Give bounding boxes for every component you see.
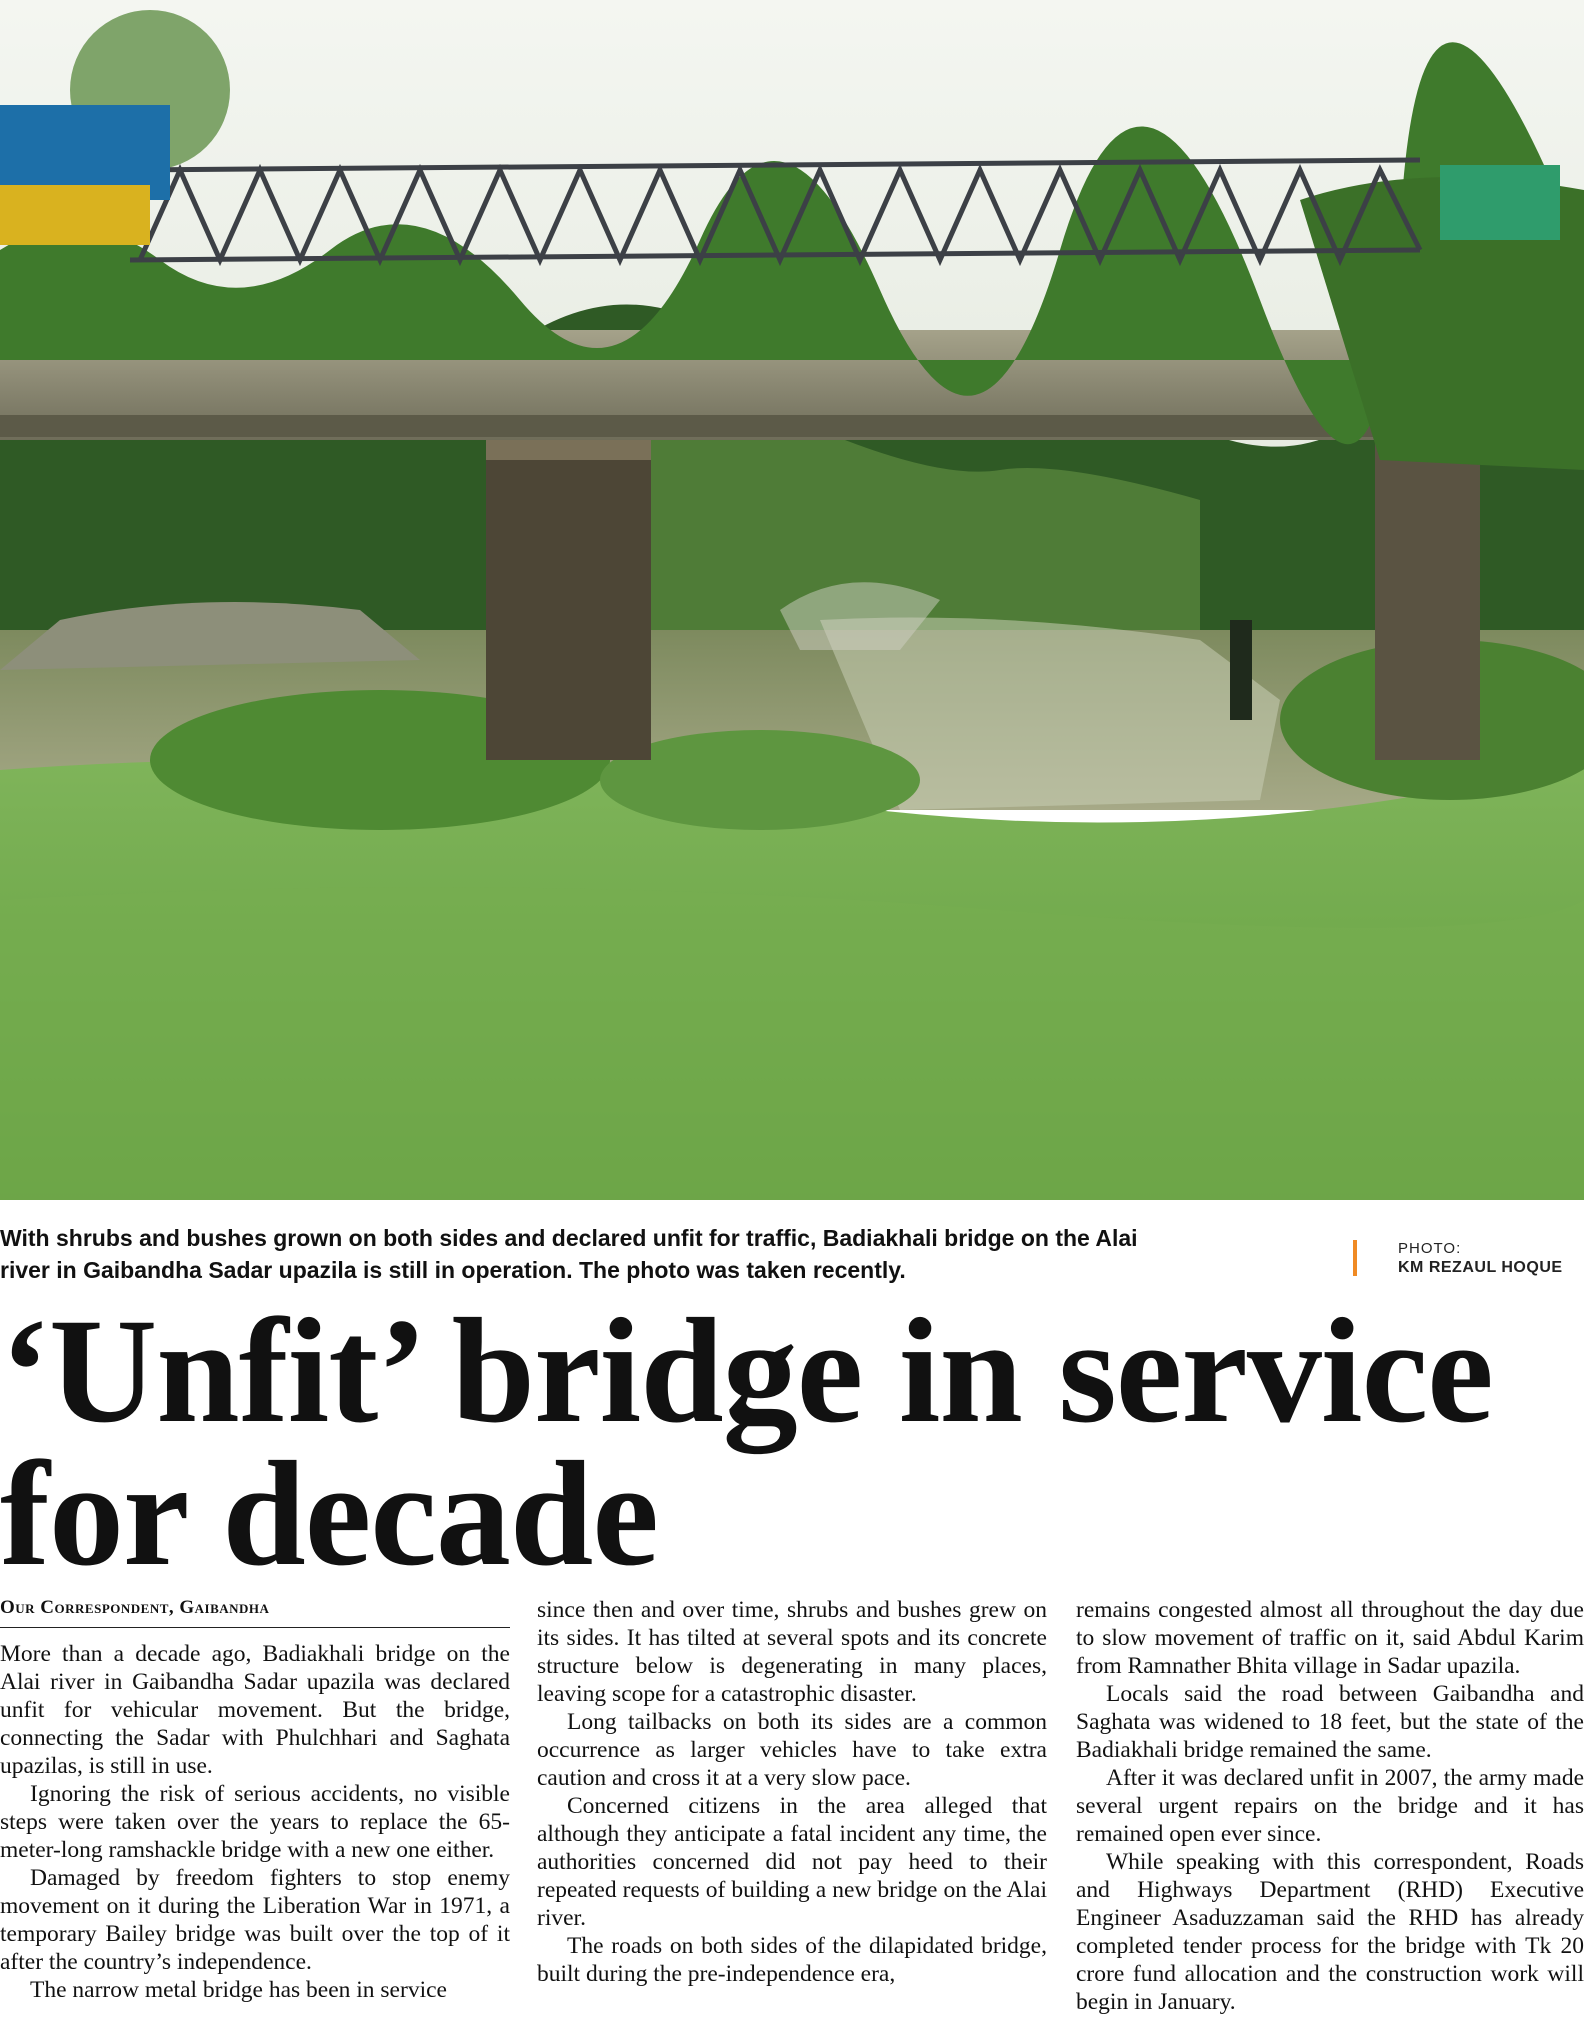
article-column-1 (0, 1640, 510, 2004)
paragraph: remains congested almost all throughout the day due to slow movement of traffic on it, said Abdul Karim from Ramnather Bhita village in Sadar upazila. (1076, 1597, 1584, 1679)
paragraph: The narrow metal bridge has been in service (30, 1977, 447, 2003)
headline (0, 1288, 1584, 1597)
paragraph: More than a decade ago, Badiakhali bridge on the Alai river in Gaibandha Sadar upazila was declared unfit for vehicular movement. But the bridge, connecting the Sadar with Phulchhari and Saghata upazilas, is still in use. (0, 1641, 510, 1779)
photo-caption: With shrubs and bushes grown on both sides and declared unfit for traffic, Badiakhali bridge on the Alai river in Gaibandha Sadar upazila is still in operation. The photo was taken recently. (0, 1225, 1138, 1283)
credit-accent-bar (1353, 1240, 1357, 1276)
paragraph: Ignoring the risk of serious accidents, no visible steps were taken over the years to replace the 65-meter-long ramshackle bridge with a new one either. (0, 1781, 510, 1863)
article-column-3 (1076, 1596, 1584, 2016)
paragraph: While speaking with this correspondent, Roads and Highways Department (RHD) Executive Engineer Asaduzzaman said the RHD has already completed tender process for the bridge with Tk 20 crore fund allocation and the construction work will begin in January. (1076, 1849, 1584, 2015)
headline-line-2: for decade (0, 1431, 658, 1597)
paragraph: The roads on both sides of the dilapidated bridge, built during the pre-independence era, (537, 1933, 1047, 1987)
photo-credit-label: PHOTO: (1398, 1240, 1462, 1257)
headline-line-1: ‘Unfit’ bridge in service (0, 1288, 1493, 1454)
paragraph: Long tailbacks on both its sides are a common occurrence as larger vehicles have to take extra caution and cross it at a very slow pace. (537, 1709, 1047, 1791)
photo-credit-name: KM REZAUL HOQUE (1398, 1259, 1563, 1276)
photo-credit (1398, 1240, 1563, 1278)
paragraph: Locals said the road between Gaibandha and Saghata was widened to 18 feet, but the state of the Badiakhali bridge remained the same. (1076, 1681, 1584, 1763)
paragraph: Damaged by freedom fighters to stop enemy movement on it during the Liberation War in 1971, a temporary Bailey bridge was built over the top of it after the country’s independence. (0, 1865, 510, 1975)
paragraph: since then and over time, shrubs and bushes grew on its sides. It has tilted at several spots and its concrete structure below is degenerating in many places, leaving scope for a catastrophic disaster. (537, 1597, 1047, 1707)
paragraph: After it was declared unfit in 2007, the army made several urgent repairs on the bridge and it has remained open ever since. (1076, 1765, 1584, 1847)
article-column-2 (537, 1596, 1047, 1988)
paragraph: Concerned citizens in the area alleged that although they anticipate a fatal incident any time, the authorities concerned did not pay heed to their repeated requests of building a new bridge on the Alai river. (537, 1793, 1047, 1931)
byline: Our Correspondent, Gaibandha (0, 1597, 510, 1628)
